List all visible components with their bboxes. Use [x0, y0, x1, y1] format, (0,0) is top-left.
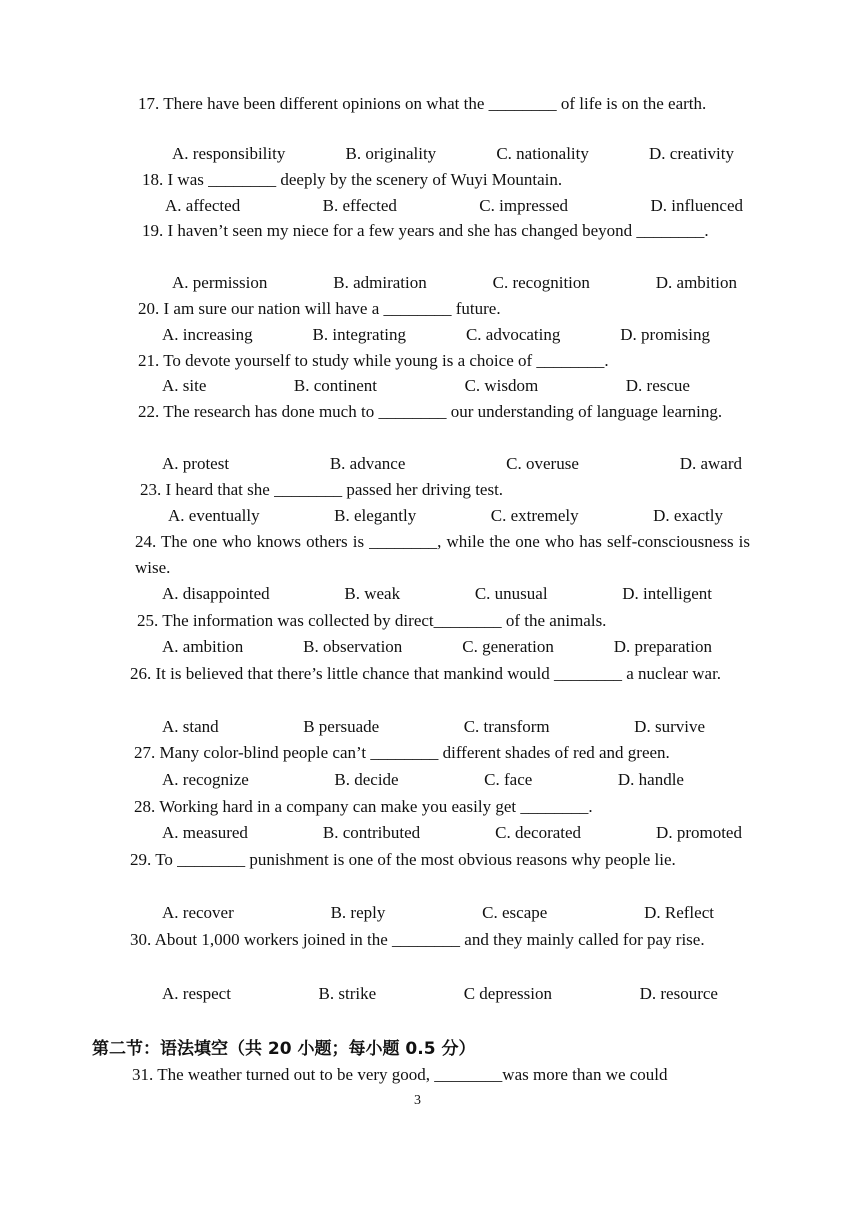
option-b: B. advance	[329, 454, 406, 473]
question-18	[142, 167, 757, 193]
option-c: C. extremely	[490, 506, 579, 525]
options-28	[162, 820, 742, 846]
options-20	[162, 322, 710, 348]
option-a: A. measured	[162, 823, 248, 842]
question-21	[138, 348, 753, 374]
option-d: D. award	[679, 454, 742, 473]
option-a: A. recognize	[162, 770, 249, 789]
question-text: Working hard in a company can make you easily get ________.	[159, 797, 593, 816]
options-27	[162, 767, 684, 793]
question-text: The weather turned out to be very good, ________was more than we could	[157, 1065, 668, 1084]
option-c: C. decorated	[495, 823, 582, 842]
question-number: 17.	[138, 94, 160, 113]
question-24	[135, 529, 750, 581]
option-a: A. recover	[162, 903, 234, 922]
option-b: B. contributed	[322, 823, 421, 842]
option-b: B. reply	[330, 903, 386, 922]
option-b: B. integrating	[312, 325, 407, 344]
question-17	[138, 91, 753, 117]
question-number: 28.	[134, 797, 156, 816]
question-text: It is believed that there’s little chance that mankind would ________ a nuclear war.	[155, 664, 722, 683]
question-26	[130, 661, 750, 687]
question-31	[132, 1062, 757, 1088]
question-text: To devote yourself to study while young is a choice of ________.	[163, 351, 609, 370]
option-b: B persuade	[303, 717, 380, 736]
option-a: A. respect	[162, 984, 231, 1003]
option-a: A. disappointed	[162, 584, 270, 603]
option-a: A. stand	[162, 717, 219, 736]
option-b: B. admiration	[333, 273, 427, 292]
option-c: C. wisdom	[464, 376, 539, 395]
question-number: 25.	[137, 611, 159, 630]
options-23	[168, 503, 723, 529]
option-b: B. weak	[344, 584, 401, 603]
option-b: B. observation	[303, 637, 403, 656]
options-30	[162, 981, 718, 1007]
question-19	[142, 218, 747, 244]
question-number: 26.	[130, 664, 152, 683]
option-d: D. handle	[617, 770, 684, 789]
question-27	[134, 740, 754, 766]
question-text: I was ________ deeply by the scenery of Wuyi Mountain.	[167, 170, 563, 189]
option-d: D. preparation	[613, 637, 712, 656]
option-c: C. nationality	[496, 144, 589, 163]
page-number: 3	[414, 1093, 421, 1108]
option-b: B. originality	[345, 144, 437, 163]
option-d: D. survive	[634, 717, 705, 736]
question-25	[137, 608, 752, 634]
question-22	[138, 399, 748, 425]
options-25	[162, 634, 712, 660]
option-d: D. creativity	[649, 144, 734, 163]
question-text: The information was collected by direct________ of the animals.	[162, 611, 607, 630]
option-a: A. affected	[165, 196, 241, 215]
question-text: The one who knows others is ________, while the one who has self-consciousness is wise.	[135, 532, 750, 577]
option-c: C. recognition	[492, 273, 590, 292]
question-28	[134, 794, 749, 820]
option-a: A. eventually	[168, 506, 260, 525]
options-26	[162, 714, 705, 740]
options-22	[162, 451, 742, 477]
option-a: A. responsibility	[172, 144, 286, 163]
question-text: I haven’t seen my niece for a few years and she has changed beyond ________.	[167, 221, 709, 240]
question-number: 22.	[138, 402, 160, 421]
option-c: C depression	[463, 984, 553, 1003]
question-number: 18.	[142, 170, 164, 189]
options-18	[165, 193, 743, 219]
question-23	[140, 477, 755, 503]
option-a: A. site	[162, 376, 207, 395]
question-20	[138, 296, 753, 322]
question-number: 29.	[130, 850, 152, 869]
options-21	[162, 373, 690, 399]
question-number: 21.	[138, 351, 160, 370]
option-c: C. overuse	[506, 454, 579, 473]
options-24	[162, 581, 712, 607]
options-19	[172, 270, 737, 296]
question-text: I heard that she ________ passed her driving test.	[165, 480, 504, 499]
question-text: I am sure our nation will have a ________ future.	[163, 299, 501, 318]
question-30	[130, 927, 752, 953]
option-b: B. elegantly	[334, 506, 417, 525]
option-d: D. promoted	[656, 823, 742, 842]
option-b: B. continent	[293, 376, 378, 395]
option-d: D. resource	[639, 984, 718, 1003]
question-text: About 1,000 workers joined in the ________ and they mainly called for pay rise.	[154, 930, 705, 949]
option-c: C. impressed	[479, 196, 569, 215]
option-a: A. ambition	[162, 637, 244, 656]
option-c: C. escape	[482, 903, 548, 922]
option-c: C. transform	[463, 717, 550, 736]
option-c: C. face	[484, 770, 533, 789]
option-d: D. exactly	[653, 506, 723, 525]
option-d: D. Reflect	[644, 903, 714, 922]
question-number: 23.	[140, 480, 162, 499]
option-d: D. rescue	[625, 376, 690, 395]
option-d: D. influenced	[650, 196, 743, 215]
question-text: Many color-blind people can’t ________ different shades of red and green.	[159, 743, 670, 762]
option-c: C. advocating	[465, 325, 561, 344]
question-number: 31.	[132, 1065, 154, 1084]
option-b: B. decide	[334, 770, 399, 789]
option-d: D. intelligent	[622, 584, 712, 603]
question-number: 24.	[135, 532, 157, 551]
option-b: B. strike	[318, 984, 377, 1003]
option-c: C. unusual	[474, 584, 548, 603]
question-text: To ________ punishment is one of the most obvious reasons why people lie.	[155, 850, 676, 869]
question-text: There have been different opinions on what the ________ of life is on the earth.	[163, 94, 707, 113]
option-d: D. promising	[620, 325, 710, 344]
option-d: D. ambition	[655, 273, 737, 292]
option-a: A. protest	[162, 454, 230, 473]
option-a: A. permission	[172, 273, 268, 292]
question-text: The research has done much to ________ our understanding of language learning.	[163, 402, 723, 421]
option-b: B. effected	[322, 196, 397, 215]
options-17	[172, 141, 734, 167]
question-number: 27.	[134, 743, 156, 762]
option-a: A. increasing	[162, 325, 253, 344]
question-number: 20.	[138, 299, 160, 318]
option-c: C. generation	[462, 637, 554, 656]
question-29	[130, 847, 752, 873]
question-number: 30.	[130, 930, 152, 949]
question-number: 19.	[142, 221, 164, 240]
section-title: 第二节：语法填空（共 20 小题；每小题 0.5 分）	[92, 1039, 476, 1059]
options-29	[162, 900, 714, 926]
